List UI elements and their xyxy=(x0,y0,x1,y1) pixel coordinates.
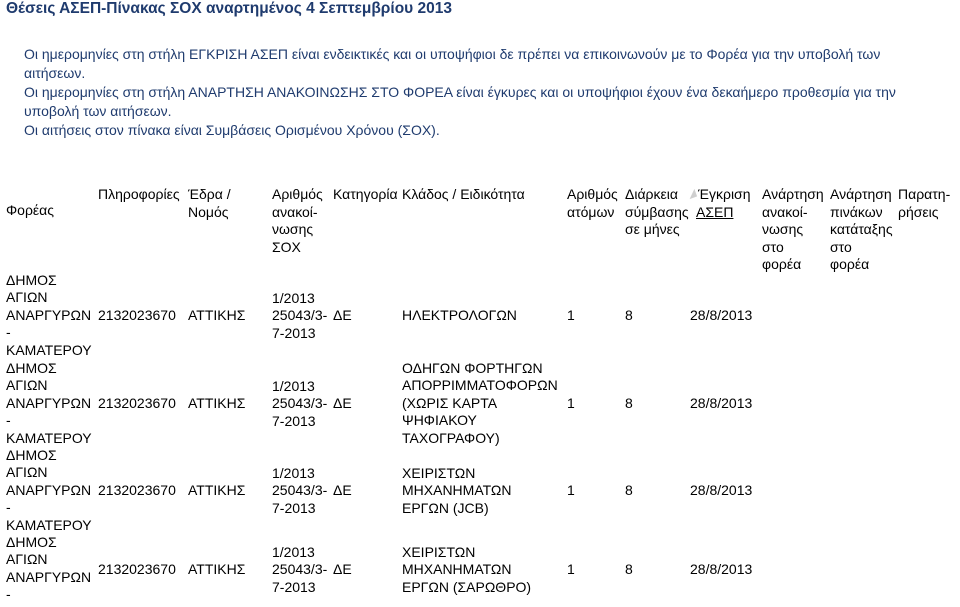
foreas-line: ΔΗΜΟΣ xyxy=(6,447,57,463)
row4-edra: ΑΤΤΙΚΗΣ xyxy=(188,561,246,577)
anakoinosi-line: 1/2013 xyxy=(272,544,315,560)
row3-foreas xyxy=(6,447,92,534)
row1-diarkeia: 8 xyxy=(625,307,633,323)
row3-diarkeia: 8 xyxy=(625,482,633,498)
header-line: Αριθμός xyxy=(272,186,323,202)
intro-paragraph: Οι αιτήσεις στον πίνακα είναι Συμβάσεις Ορισμένου Χρόνου (ΣΟΧ). xyxy=(24,122,440,138)
header-line: σε μήνες xyxy=(625,221,680,237)
anakoinosi-line: 25043/3- xyxy=(272,482,328,499)
row2-katigoria: ΔΕ xyxy=(333,395,352,411)
klados-line: (ΧΩΡΙΣ ΚΑΡΤΑ xyxy=(402,394,498,411)
row1-klados xyxy=(402,307,517,324)
row3-katigoria: ΔΕ xyxy=(333,482,352,498)
foreas-line: ΑΝΑΡΓΥΡΩΝ xyxy=(6,481,92,498)
foreas-line: ΔΗΜΟΣ xyxy=(6,360,57,376)
klados-line: ΕΡΓΩΝ (JCB) xyxy=(402,499,489,516)
foreas-line: - xyxy=(6,586,11,603)
foreas-line: - xyxy=(6,412,11,429)
header-diarkeia xyxy=(625,186,689,239)
header-line: στο xyxy=(762,238,784,255)
row4-atoma: 1 xyxy=(567,561,575,577)
anakoinosi-line: 7-2013 xyxy=(272,412,316,429)
row1-info: 2132023670 xyxy=(98,307,176,323)
page-title: Θέσεις ΑΣΕΠ-Πίνακας ΣΟΧ αναρτημένος 4 Σεπτεμβρίου 2013 xyxy=(6,0,452,17)
row2-atoma: 1 xyxy=(567,395,575,411)
header-line: Ανάρτηση xyxy=(830,186,892,202)
foreas-line: ΔΗΜΟΣ xyxy=(6,272,57,288)
anakoinosi-line: 25043/3- xyxy=(272,561,328,578)
row1-foreas xyxy=(6,272,92,359)
anakoinosi-line: 1/2013 xyxy=(272,378,315,394)
foreas-line: ΑΝΑΡΓΥΡΩΝ xyxy=(6,394,92,411)
anakoinosi-line: 7-2013 xyxy=(272,578,316,595)
row4-katigoria: ΔΕ xyxy=(333,561,352,577)
anakoinosi-line: 7-2013 xyxy=(272,324,316,341)
header-foreas: Φορέας xyxy=(6,202,55,218)
foreas-line: ΔΗΜΟΣ xyxy=(6,534,57,550)
header-katigoria: Κατηγορία xyxy=(333,186,398,202)
row1-atoma: 1 xyxy=(567,307,575,323)
row3-anakoinosi xyxy=(272,465,327,517)
klados-line: ΧΕΙΡΙΣΤΩΝ xyxy=(402,465,476,481)
header-line: πινάκων xyxy=(830,203,883,220)
anakoinosi-line: 7-2013 xyxy=(272,499,316,516)
row2-info: 2132023670 xyxy=(98,395,176,411)
foreas-line: ΚΑΜΑΤΕΡΟΥ xyxy=(6,429,92,446)
foreas-line: ΑΓΙΩΝ xyxy=(6,377,48,394)
row2-klados xyxy=(402,360,558,447)
klados-line: ΟΔΗΓΩΝ ΦΟΡΤΗΓΩΝ xyxy=(402,360,543,376)
header-line: Ανάρτηση xyxy=(762,186,824,202)
sort-arrow-icon xyxy=(687,189,697,199)
header-line: κατάταξης xyxy=(830,221,893,237)
row3-edra: ΑΤΤΙΚΗΣ xyxy=(188,482,246,498)
row3-klados xyxy=(402,465,512,517)
header-info: Πληροφορίες xyxy=(98,186,180,202)
row2-edra: ΑΤΤΙΚΗΣ xyxy=(188,395,246,411)
header-line: νωσης xyxy=(762,221,804,237)
header-line: σύμβασης xyxy=(625,203,689,220)
anakoinosi-line: 25043/3- xyxy=(272,307,328,324)
header-line: φορέα xyxy=(830,256,870,272)
foreas-line: ΑΝΑΡΓΥΡΩΝ xyxy=(6,306,92,323)
header-line: ανακοί- xyxy=(762,203,808,220)
klados-line: ΜΗΧΑΝΗΜΑΤΩΝ xyxy=(402,482,512,499)
anakoinosi-line: 1/2013 xyxy=(272,465,315,481)
header-line: Παρατη- xyxy=(898,186,951,202)
foreas-line: ΑΝΑΡΓΥΡΩΝ xyxy=(6,568,92,585)
klados-line: ΕΡΓΩΝ (ΣΑΡΩΘΡΟ) xyxy=(402,578,532,595)
row4-klados xyxy=(402,544,531,596)
row4-foreas xyxy=(6,534,91,604)
foreas-line: - xyxy=(6,499,11,516)
row3-egkrisi: 28/8/2013 xyxy=(690,482,753,498)
row4-diarkeia: 8 xyxy=(625,561,633,577)
header-paratiriseis xyxy=(898,186,950,221)
header-anartisi-anakoinosis xyxy=(762,186,824,274)
foreas-line: ΚΑΜΑΤΕΡΟΥ xyxy=(6,516,92,533)
header-edra xyxy=(188,186,231,221)
row2-foreas xyxy=(6,360,92,447)
header-line: νωσης xyxy=(272,221,314,237)
klados-line: ΨΗΦΙΑΚΟΥ xyxy=(402,412,477,429)
row2-egkrisi: 28/8/2013 xyxy=(690,395,753,411)
klados-line: ΑΠΟΡΡΙΜΜΑΤΟΦΟΡΩΝ xyxy=(402,377,558,394)
intro-paragraph: Οι ημερομηνίες στη στήλη ΕΓΚΡΙΣΗ ΑΣΕΠ είναι ενδεικτικές και οι υποψήφιοι δε πρέπει να επικοινωνούν με το Φορέα για την υποβολή των αιτήσεων. xyxy=(24,46,881,81)
header-edra-line: Νομός xyxy=(188,203,229,220)
row2-anakoinosi xyxy=(272,378,327,430)
intro-paragraph: Οι ημερομηνίες στη στήλη ΑΝΑΡΤΗΣΗ ΑΝΑΚΟΙΝΩΣΗΣ ΣΤΟ ΦΟΡΕΑ είναι έγκυρες και οι υποψήφιοι έχουν ένα δεκαήμερο προθεσμία για την υποβολή των αιτήσεων. xyxy=(24,84,896,119)
row1-anakoinosi xyxy=(272,290,327,342)
header-egkrisi-asep[interactable] xyxy=(688,186,750,221)
foreas-line: ΑΓΙΩΝ xyxy=(6,464,48,481)
anakoinosi-line: 1/2013 xyxy=(272,290,315,306)
row3-atoma: 1 xyxy=(567,482,575,498)
header-line: ρήσεις xyxy=(898,203,939,220)
header-line: Έγκριση xyxy=(698,186,751,202)
egkrisi-asep-link[interactable]: ΑΣΕΠ xyxy=(696,203,734,220)
row4-info: 2132023670 xyxy=(98,561,176,577)
row4-egkrisi: 28/8/2013 xyxy=(690,561,753,577)
header-line: ΣΟΧ xyxy=(272,238,301,255)
klados-line: ΗΛΕΚΤΡΟΛΟΓΩΝ xyxy=(402,307,517,323)
header-line: φορέα xyxy=(762,256,802,272)
row1-egkrisi: 28/8/2013 xyxy=(690,307,753,323)
foreas-line: ΑΓΙΩΝ xyxy=(6,551,48,568)
header-atomwn xyxy=(567,186,618,221)
header-edra-line: Έδρα / xyxy=(188,186,231,202)
header-line: Διάρκεια xyxy=(625,186,678,202)
foreas-line: - xyxy=(6,324,11,341)
header-arithmos-anakoinosis xyxy=(272,186,323,256)
row3-info: 2132023670 xyxy=(98,482,176,498)
header-line: ατόμων xyxy=(567,203,615,220)
klados-line: ΧΕΙΡΙΣΤΩΝ xyxy=(402,544,476,560)
klados-line: ΤΑΧΟΓΡΑΦΟΥ) xyxy=(402,429,500,446)
row4-anakoinosi xyxy=(272,544,327,596)
foreas-line: ΑΓΙΩΝ xyxy=(6,289,48,306)
header-klados: Κλάδος / Ειδικότητα xyxy=(402,186,525,202)
header-line: ανακοί- xyxy=(272,203,318,220)
foreas-line: ΚΑΜΑΤΕΡΟΥ xyxy=(6,341,92,358)
anakoinosi-line: 25043/3- xyxy=(272,395,328,412)
header-line: Αριθμός xyxy=(567,186,618,202)
row1-katigoria: ΔΕ xyxy=(333,307,352,323)
row2-diarkeia: 8 xyxy=(625,395,633,411)
row1-edra: ΑΤΤΙΚΗΣ xyxy=(188,307,246,323)
header-anartisi-pinakon xyxy=(830,186,893,274)
klados-line: ΜΗΧΑΝΗΜΑΤΩΝ xyxy=(402,561,512,578)
header-line: στο xyxy=(830,238,852,255)
